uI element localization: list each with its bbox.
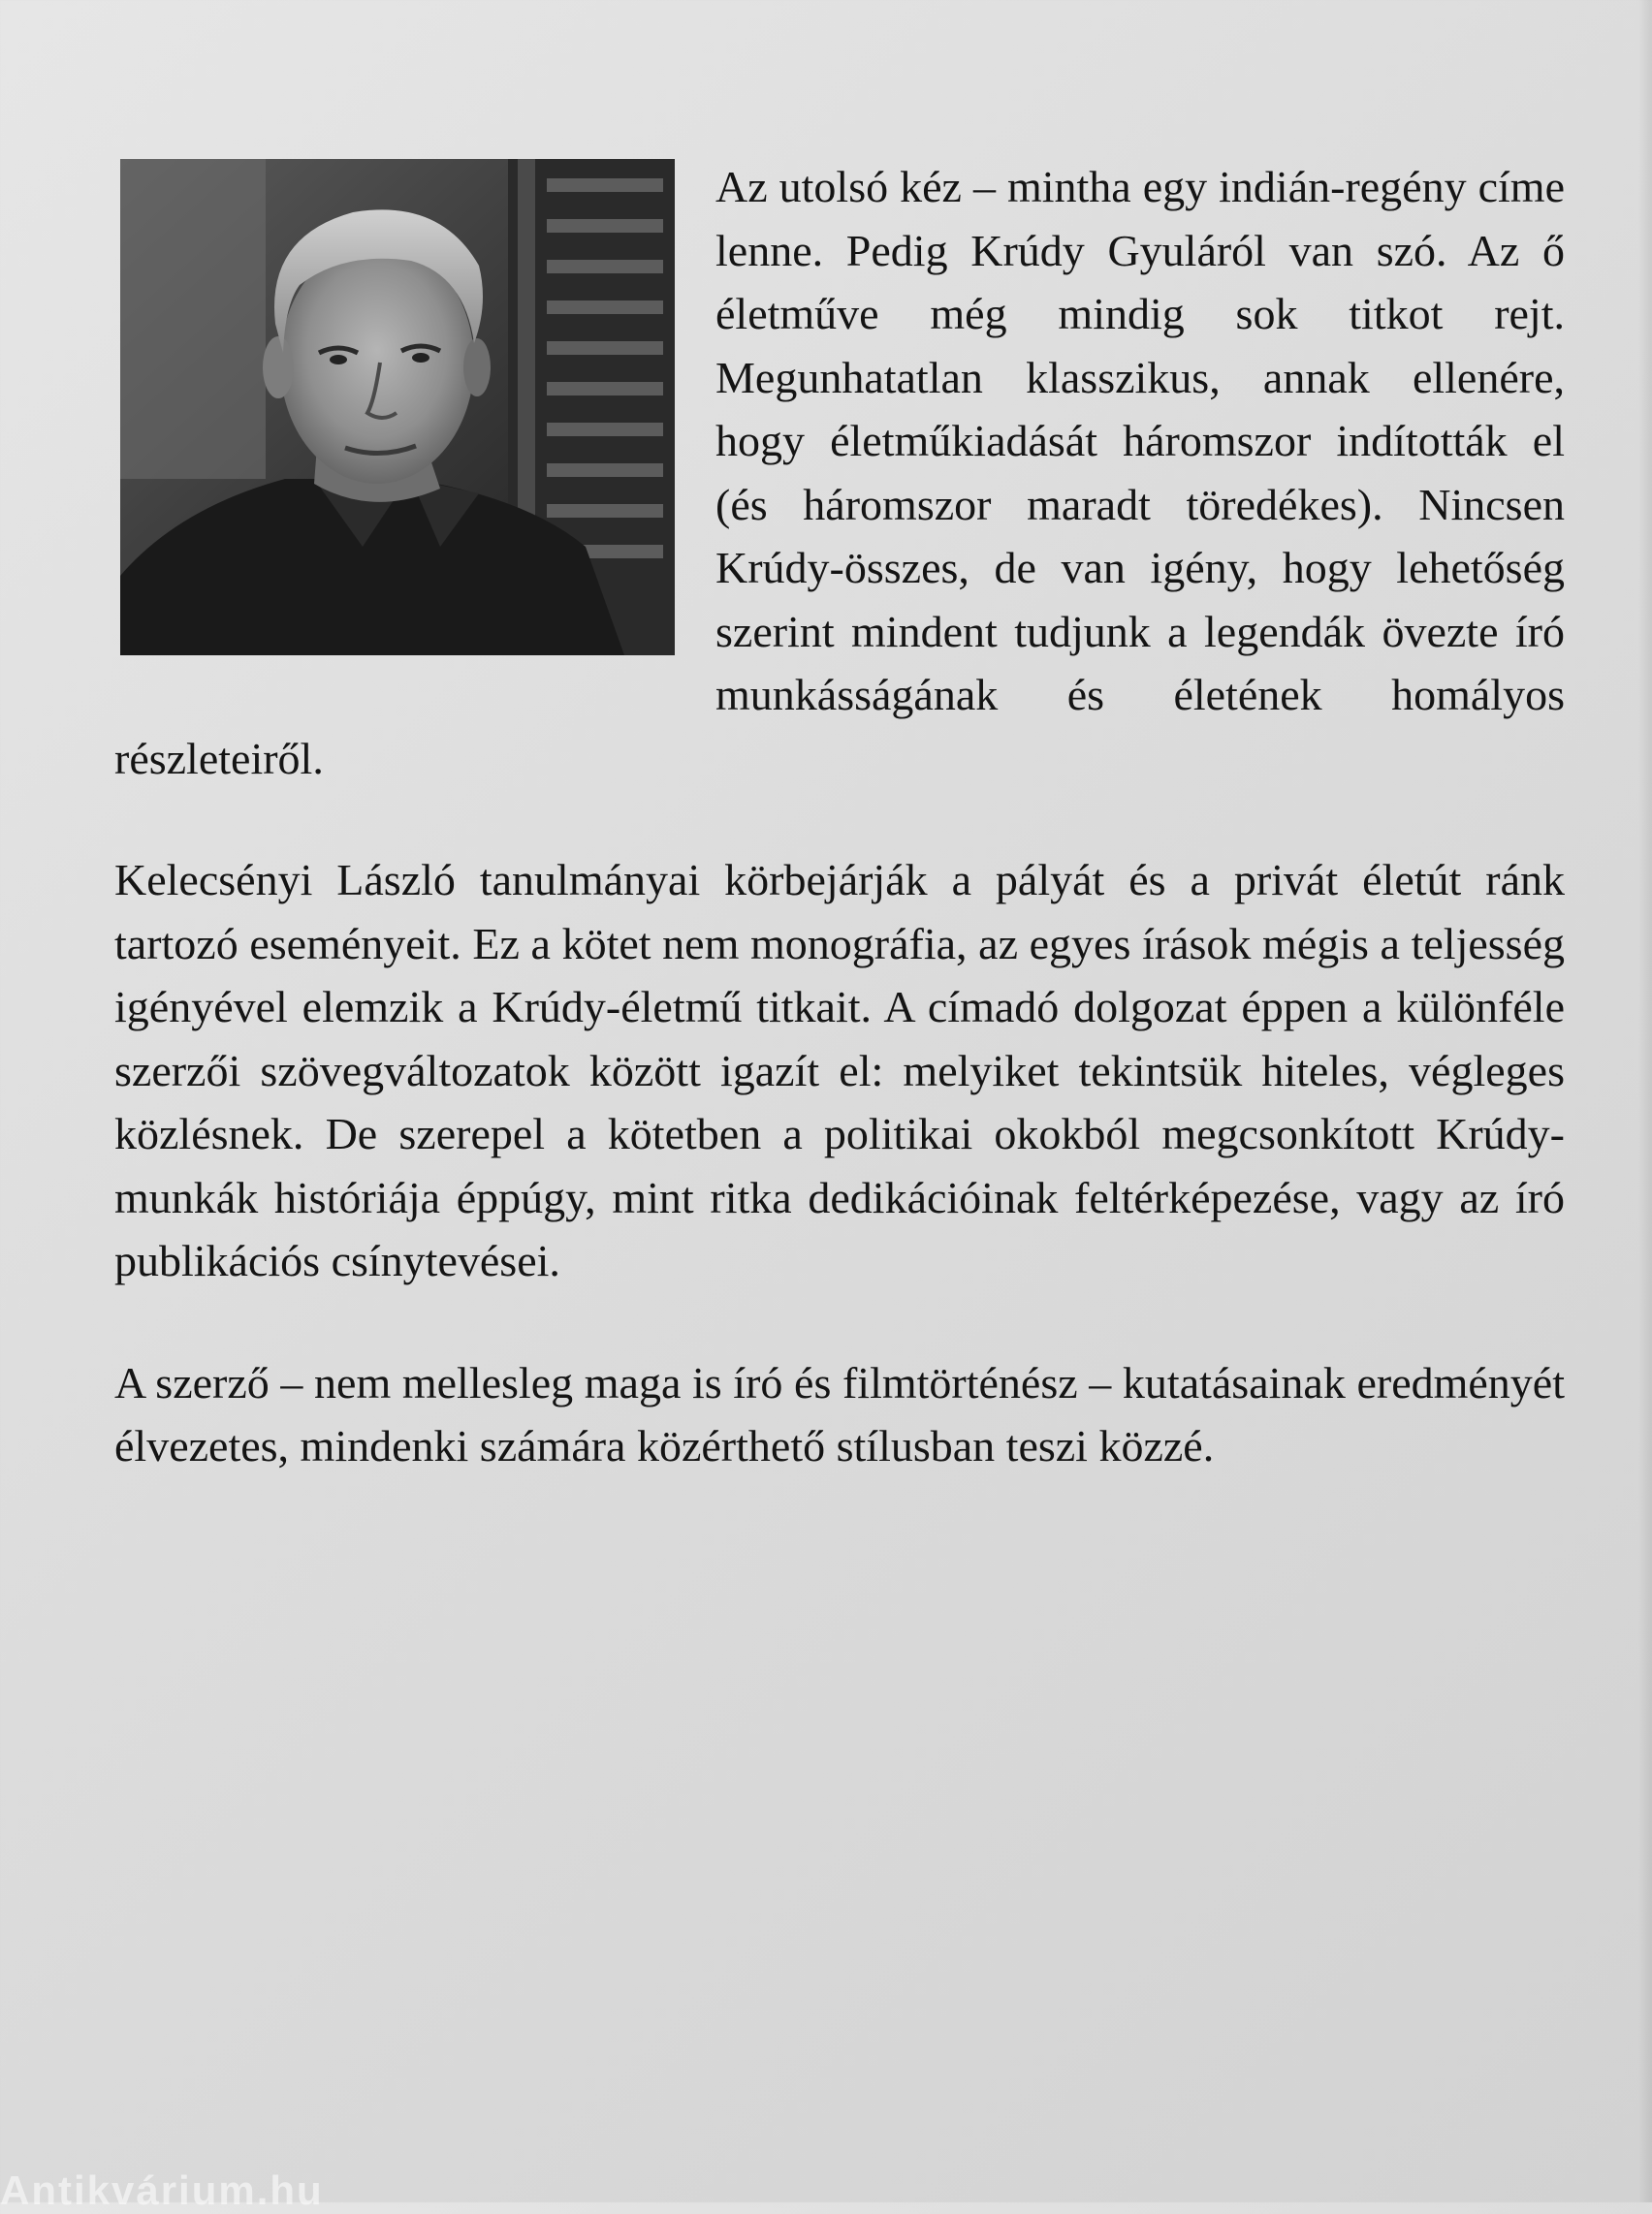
blurb-text-block <box>114 155 1565 1478</box>
paragraph-studies: Kelecsényi László tanulmányai körbejárják a pályát és a privát életút ránk tartozó eseményeit. Ez a kötet nem monográfia, az egyes írások mégis a teljesség igényével elemzik a Krúdy-életmű titkait. A címadó dolgozat éppen a különféle szerzői szövegváltozatok között igazít el: melyiket tekintsük hiteles, végleges közlésnek. De szerepel a kötetben a politikai okokból megcsonkított Krúdy-munkák históriája éppúgy, mint ritka dedikációinak feltérképezése, vagy az író publikációs csínytevései. <box>114 855 1565 1285</box>
author-photo <box>120 159 675 655</box>
watermark-text: Antikvárium.hu <box>0 2167 324 2213</box>
page-edge-shadow <box>1638 0 1652 2202</box>
paragraph-intro: Az utolsó kéz – mintha egy indián-regény címe lenne. Pedig Krúdy Gyuláról van szó. Az ő életműve még mindig sok titkot rejt. Megunhatatlan klasszikus, annak ellenére, hogy életműkiadását háromszor indították el (és háromszor maradt töredékes). Nincsen Krúdy-összes, de van igény, hogy lehetőség szerint mindent tudjunk a legendák övezte író munkásságának és életének homályos részleteiről. <box>114 162 1565 783</box>
author-portrait-image <box>120 159 675 655</box>
paragraph-author: A szerző – nem mellesleg maga is író és filmtörténész – kutatásainak eredményét élvezetes, mindenki számára közérthető stílusban teszi közzé. <box>114 1357 1565 1471</box>
